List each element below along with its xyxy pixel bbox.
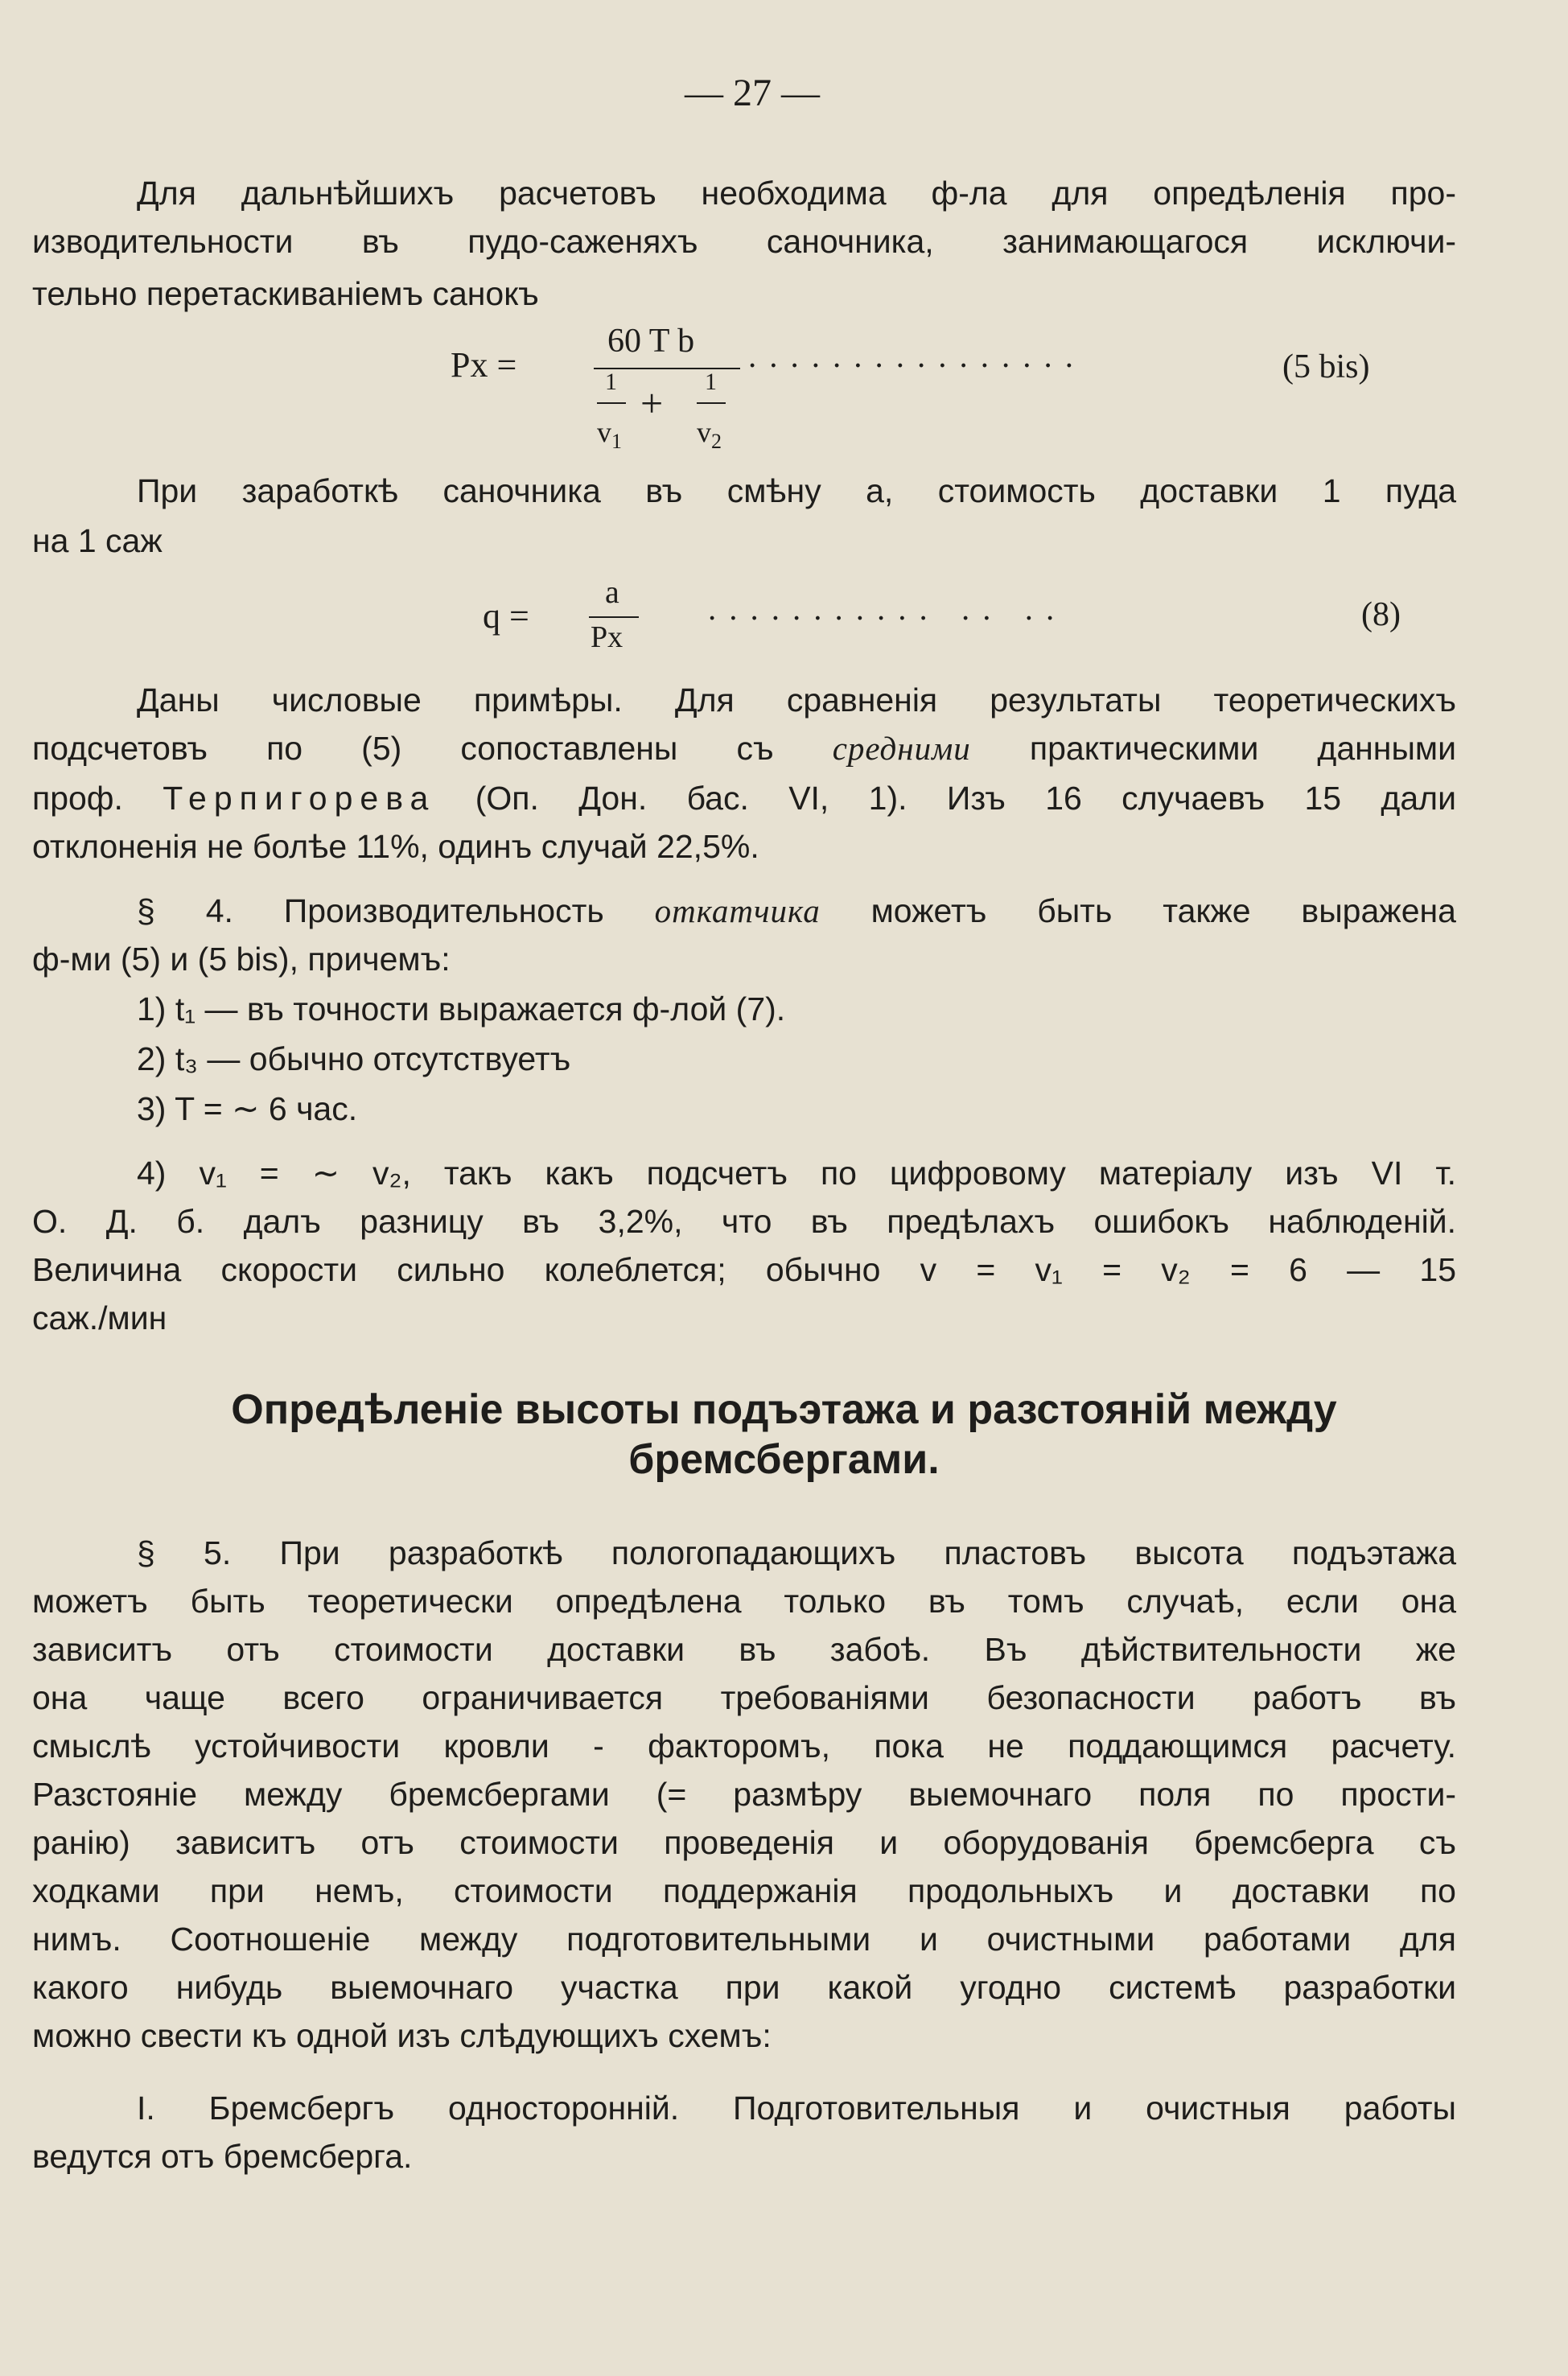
para5-line-8: ходками при немъ, стоимости поддержанія продольныхъ и доставки по	[32, 1872, 1456, 1909]
para3-line-4: отклоненія не болѣе 11%, одинъ случай 22,5%.	[32, 828, 759, 865]
para5-line-11: можно свести къ одной изъ слѣдующихъ схемъ:	[32, 2017, 772, 2054]
intro-line-3: тельно перетаскиваніемъ санокъ	[32, 275, 539, 312]
para5-line-5: смыслѣ устойчивости кровли - факторомъ, пока не поддающимся расчету.	[32, 1727, 1456, 1764]
formula-5bis-lhs: Px =	[451, 345, 517, 385]
para6-line-2: ведутся отъ бремсберга.	[32, 2138, 413, 2175]
page-number: — 27 —	[685, 72, 820, 114]
para4-item-2: 2) t₃ — обычно отсутствуетъ	[137, 1040, 571, 1077]
para4-line-6: Величина скорости сильно колеблется; обычно v = v₁ = v₂ = 6 — 15	[32, 1251, 1456, 1288]
formula-8-denominator: Px	[591, 620, 623, 654]
para4-line-5: О. Д. б. далъ разницу въ 3,2%, что въ предѣлахъ ошибокъ наблюденій.	[32, 1203, 1456, 1240]
para4-item-1: 1) t₁ — въ точности выражается ф-лой (7).	[137, 990, 786, 1027]
den-b-num: 1	[705, 369, 717, 395]
plus-sign: +	[640, 381, 664, 426]
para5-line-4: она чаще всего ограничивается требованіями безопасности работъ въ	[32, 1679, 1456, 1716]
formula-8-lhs: q =	[483, 596, 529, 636]
section-heading-line-2: бремсбергами.	[628, 1436, 940, 1483]
para5-line-1: § 5. При разработкѣ пологопадающихъ пластовъ высота подъэтажа	[137, 1534, 1456, 1571]
para6-line-1: I. Бремсбергъ односторонній. Подготовительныя и очистныя работы	[137, 2090, 1456, 2127]
fraction-bar	[697, 402, 726, 404]
para3-line-1: Даны числовые примѣры. Для сравненія результаты теоретическихъ	[137, 682, 1456, 719]
section-heading-line-1: Опредѣленіе высоты подъэтажа и разстояній между	[231, 1386, 1337, 1433]
leader-dots: ................	[748, 337, 1086, 374]
para5-line-9: нимъ. Соотношеніе между подготовительными и очистными работами для	[32, 1921, 1456, 1958]
para2-line-2: на 1 саж	[32, 522, 163, 559]
para5-line-2: можетъ быть теоретически опредѣлена только въ томъ случаѣ, если она	[32, 1583, 1456, 1620]
intro-line-2: изводительности въ пудо-саженяхъ саночника, занимающагося исключи-	[32, 223, 1456, 260]
formula-5bis-tag: (5 bis)	[1282, 348, 1370, 385]
para4-line-7: саж./мин	[32, 1299, 167, 1336]
para4-line-2: ф-ми (5) и (5 bis), причемъ:	[32, 941, 451, 978]
para5-line-7: ранію) зависитъ отъ стоимости проведенія и оборудованія бремсберга съ	[32, 1824, 1456, 1861]
formula-8-numerator: a	[605, 574, 619, 610]
formula-5bis-numerator: 60 T b	[607, 323, 695, 360]
intro-line-1: Для дальнѣйшихъ расчетовъ необходима ф-ла для опредѣленія про-	[137, 175, 1456, 212]
para4-line-1: § 4. Производительность откатчика можетъ быть также выражена	[137, 892, 1456, 929]
para3-line-3: проф. Терпигорева (Оп. Дон. бас. VI, 1). Изъ 16 случаевъ 15 дали	[32, 780, 1456, 817]
fraction-bar	[589, 616, 639, 618]
para5-line-6: Разстояніе между бремсбергами (= размѣру выемочнаго поля по прости-	[32, 1776, 1456, 1813]
formula-8-tag: (8)	[1361, 596, 1401, 633]
para4-item-3: 3) T = ∼ 6 час.	[137, 1090, 358, 1127]
den-a-denominator: $v_1$	[597, 416, 622, 453]
fraction-bar	[597, 402, 626, 404]
den-b-denominator: $v_2$	[697, 416, 722, 453]
para2-line-1: При заработкѣ саночника въ смѣну a, стоимость доставки 1 пуда	[137, 472, 1456, 509]
leader-dots: ........... .. ..	[708, 590, 1068, 627]
para5-line-10: какого нибудь выемочнаго участка при какой угодно системѣ разработки	[32, 1969, 1456, 2006]
den-a-num: 1	[605, 369, 617, 395]
para4-item-4: 4) v₁ = ∼ v₂, такъ какъ подсчетъ по цифровому матеріалу изъ VI т.	[137, 1155, 1456, 1192]
para5-line-3: зависитъ отъ стоимости доставки въ забоѣ. Въ дѣйствительности же	[32, 1631, 1456, 1668]
para3-line-2: подсчетовъ по (5) сопоставлены съ средними практическими данными	[32, 730, 1457, 767]
